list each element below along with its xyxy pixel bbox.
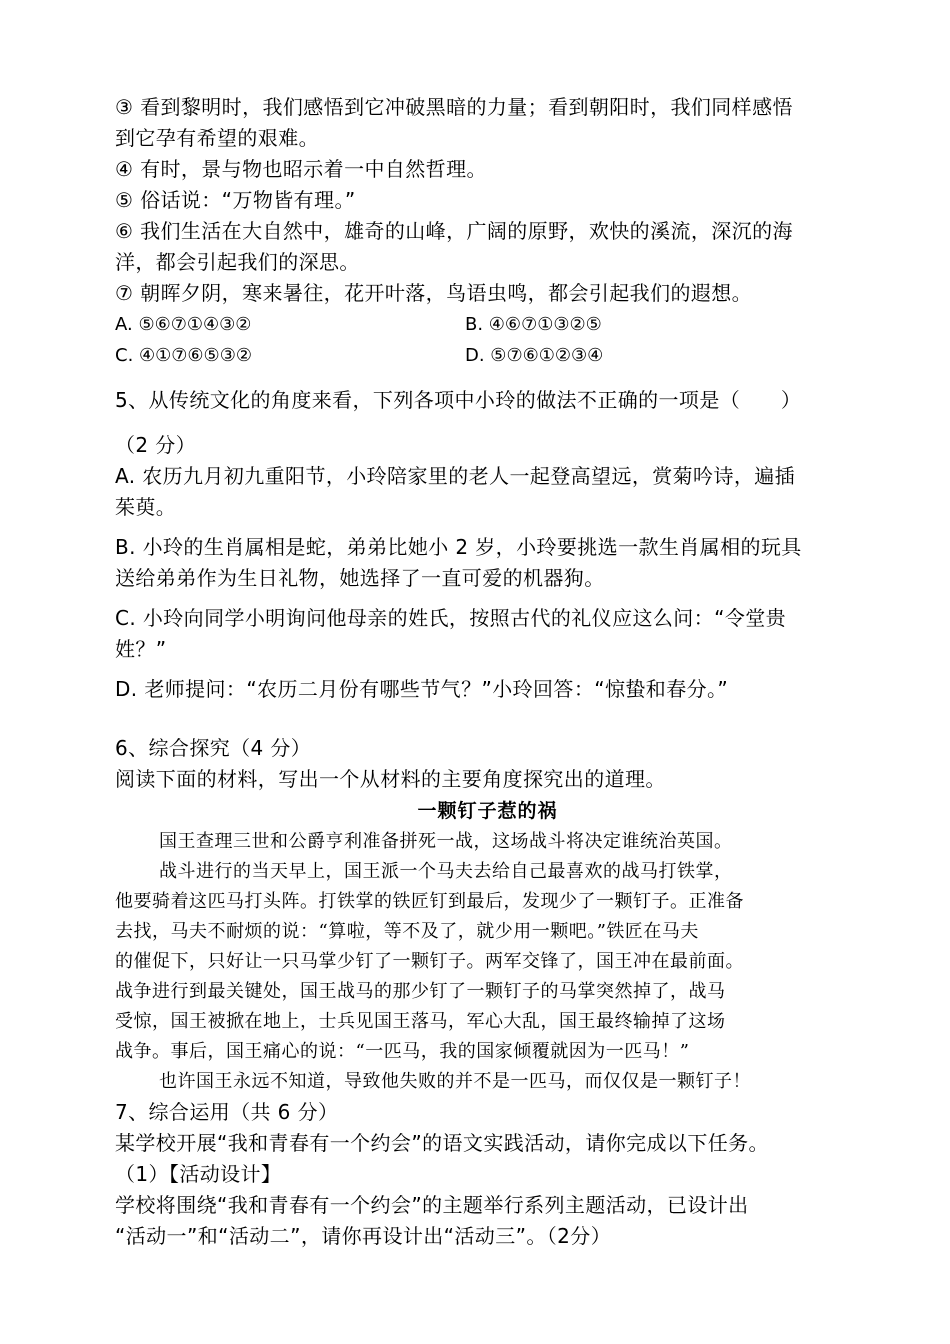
story-paragraph-2-line-5: 战争进行到最关键处，国王战马的那少钉了一颗钉子的马掌突然掉了，战马 <box>115 981 726 1002</box>
story-title: 一颗钉子惹的祸 <box>417 800 558 822</box>
story-paragraph-2-line-6: 受惊，国王被掀在地上，士兵见国王落马，军心大乱，国王最终输掉了这场 <box>115 1011 726 1032</box>
q5-option-d: D. 老师提问：“农历二月份有哪些节气？”小玲回答：“惊蛰和春分。” <box>115 677 729 701</box>
question-7-task-line-2: “活动一”和“活动二”，请你再设计出“活动三”。（2分） <box>115 1224 612 1248</box>
option-a: A. ⑤⑥⑦①④③② <box>115 314 252 335</box>
option-b: B. ④⑥⑦①③②⑤ <box>465 314 602 335</box>
exam-page <box>115 92 860 1252</box>
question-7-subtask-1: （1）【活动设计】 <box>115 1162 282 1186</box>
story-paragraph-2-line-7: 战争。事后，国王痛心的说：“一匹马，我的国家倾覆就因为一匹马！” <box>115 1041 690 1062</box>
question-6-instruction: 阅读下面的材料，写出一个从材料的主要角度探究出的道理。 <box>115 767 666 791</box>
options-row-1 <box>115 309 860 340</box>
sentence-5: ⑤ 俗话说：“万物皆有理。” <box>115 188 356 212</box>
story-paragraph-3: 也许国王永远不知道，导致他失败的并不是一匹马，而仅仅是一颗钉子！ <box>159 1071 751 1092</box>
story-paragraph-2-line-1: 战斗进行的当天早上，国王派一个马夫去给自己最喜欢的战马打铁掌， <box>159 861 733 882</box>
sentence-3-line-2: 到它孕有希望的艰难。 <box>115 126 319 150</box>
question-5 <box>115 385 860 705</box>
q5-option-b-line-2: 送给弟弟作为生日礼物，她选择了一直可爱的机器狗。 <box>115 566 605 590</box>
question-6-heading: 6、综合探究（4 分） <box>115 736 312 760</box>
question-5-score: （2 分） <box>115 433 197 457</box>
q5-option-b-line-1: B. 小玲的生肖属相是蛇，弟弟比她小 2 岁，小玲要挑选一款生肖属相的玩具 <box>115 535 802 559</box>
sentence-4: ④ 有时，景与物也昭示着一中自然哲理。 <box>115 157 487 181</box>
question-5-stem: 5、从传统文化的角度来看，下列各项中小玲的做法不正确的一项是（ ） <box>115 388 802 412</box>
options-row-2 <box>115 340 860 371</box>
q5-option-c-line-2: 姓？” <box>115 637 167 661</box>
sentence-3-line-1: ③ 看到黎明时，我们感悟到它冲破黑暗的力量；看到朝阳时，我们同样感悟 <box>115 95 793 119</box>
sentence-6-line-1: ⑥ 我们生活在大自然中，雄奇的山峰，广阔的原野，欢快的溪流，深沉的海 <box>115 219 793 243</box>
question-7 <box>115 1097 860 1252</box>
sentence-7: ⑦ 朝晖夕阴，寒来暑往，花开叶落，鸟语虫鸣，都会引起我们的遐想。 <box>115 281 753 305</box>
q5-option-a-line-1: A. 农历九月初九重阳节，小玲陪家里的老人一起登高望远，赏菊吟诗，遍插 <box>115 464 796 488</box>
option-d: D. ⑤⑦⑥①②③④ <box>465 345 604 366</box>
question-7-task-line-1: 学校将围绕“我和青春有一个约会”的主题举行系列主题活动，已设计出 <box>115 1193 749 1217</box>
question-6 <box>115 733 860 1097</box>
question-7-heading: 7、综合运用（共 6 分） <box>115 1100 339 1124</box>
story-paragraph-2-line-3: 去找，马夫不耐烦的说：“算啦，等不及了，就少用一颗吧。”铁匠在马夫 <box>115 921 699 942</box>
story-paragraph-1: 国王查理三世和公爵亨利准备拼死一战，这场战斗将决定谁统治英国。 <box>159 831 733 852</box>
question-4-sentences <box>115 92 860 371</box>
story-paragraph-2-line-2: 他要骑着这匹马打头阵。打铁掌的铁匠钉到最后，发现少了一颗钉子。正准备 <box>115 891 744 912</box>
story-paragraph-2-line-4: 的催促下，只好让一只马掌少钉了一颗钉子。两军交锋了，国王冲在最前面。 <box>115 951 744 972</box>
q5-option-a-line-2: 茱萸。 <box>115 495 177 519</box>
sentence-6-line-2: 洋，都会引起我们的深思。 <box>115 250 360 274</box>
option-c: C. ④①⑦⑥⑤③② <box>115 345 252 366</box>
question-7-intro: 某学校开展“我和青春有一个约会”的语文实践活动，请你完成以下任务。 <box>115 1131 769 1155</box>
q5-option-c-line-1: C. 小玲向同学小明询问他母亲的姓氏，按照古代的礼仪应这么问：“令堂贵 <box>115 606 787 630</box>
